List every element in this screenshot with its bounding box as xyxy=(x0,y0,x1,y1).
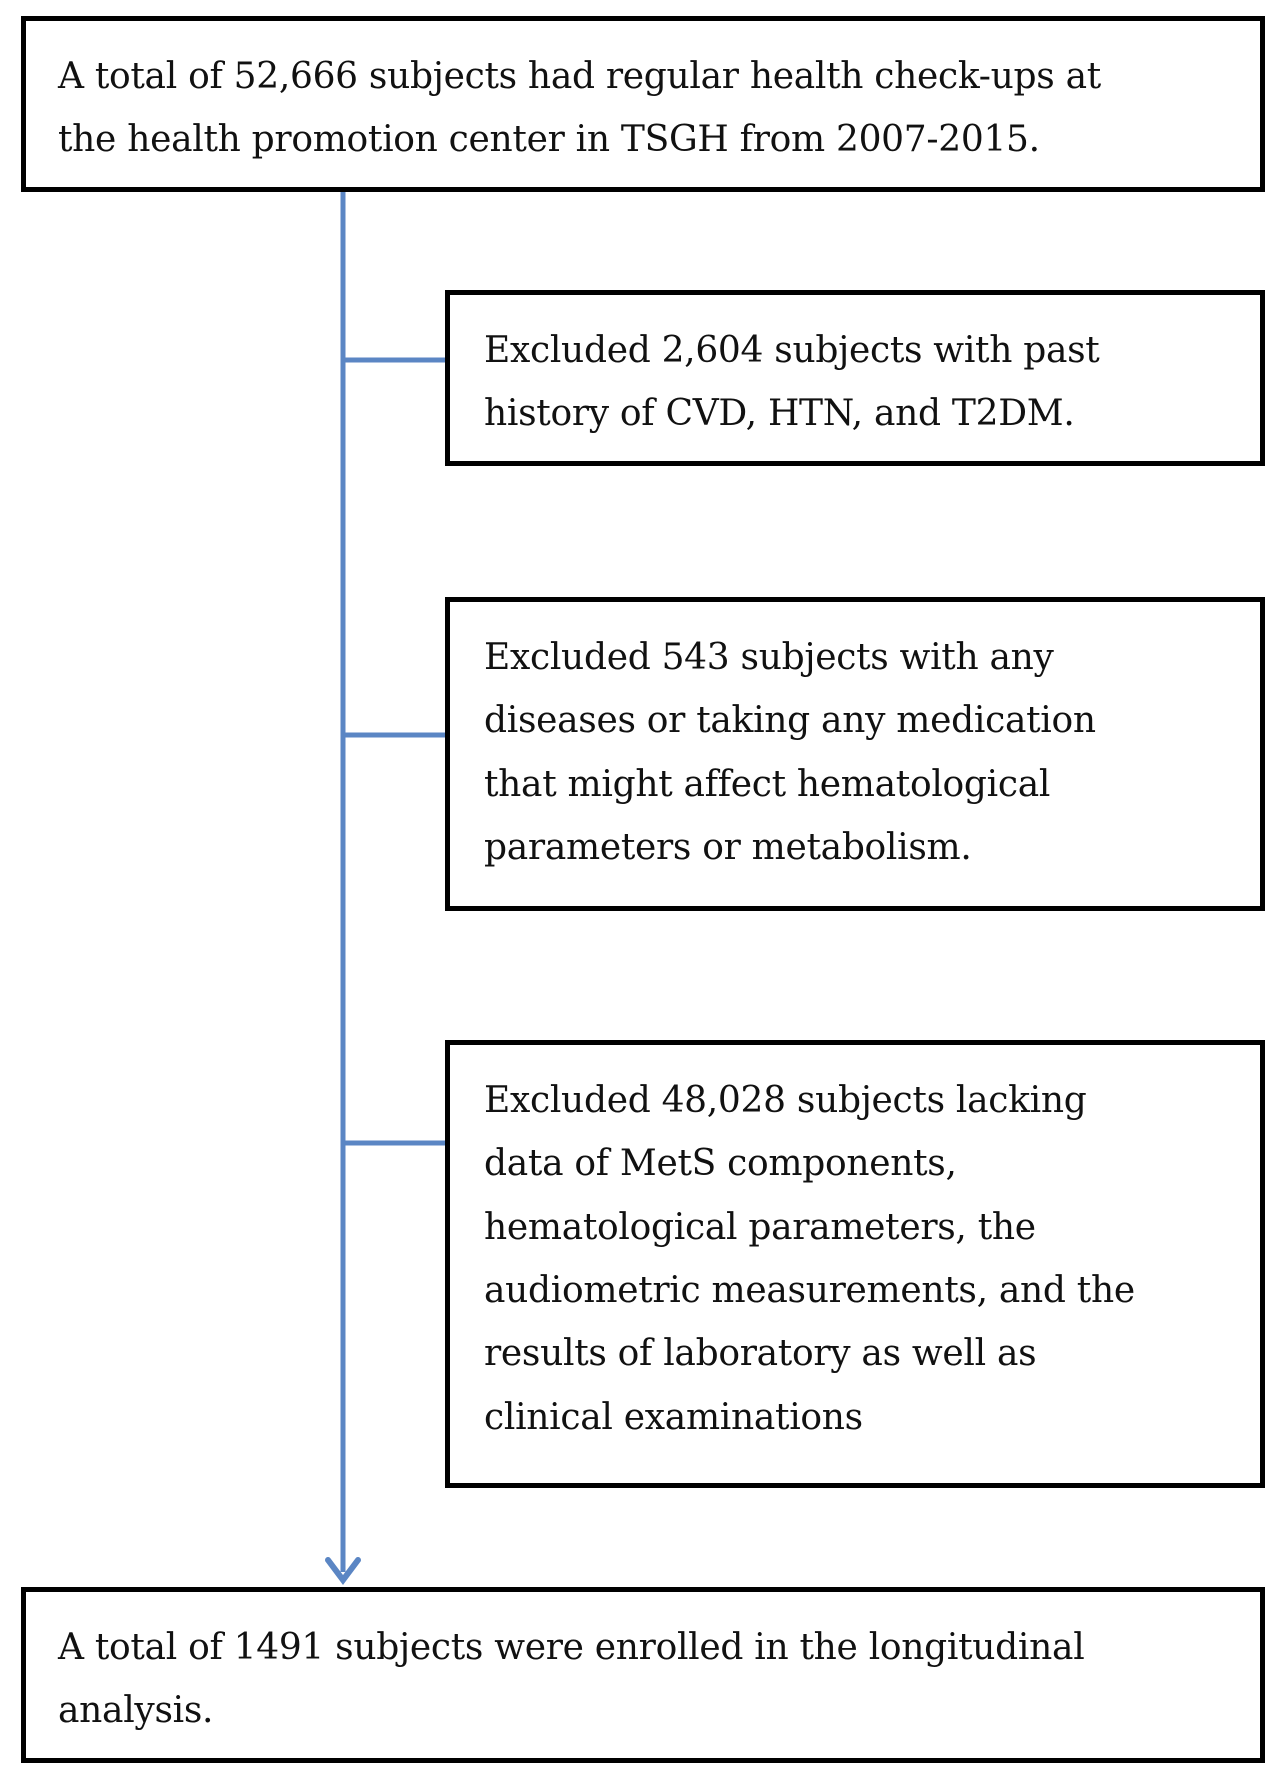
exclusion-text-1: Excluded 2,604 subjects with past history of CVD, HTN, and T2DM. xyxy=(484,330,1100,435)
exclusion-text-2: Excluded 543 subjects with any diseases or taking any medication that might affect hematological parameters or metabolism. xyxy=(484,637,1096,869)
initial-cohort-text: A total of 52,666 subjects had regular health check-ups at the health promotion center in TSGH from 2007-2015. xyxy=(58,56,1101,161)
exclusion-box-2 xyxy=(445,597,1265,911)
final-cohort-box xyxy=(21,1587,1265,1763)
final-cohort-text: A total of 1491 subjects were enrolled in the longitudinal analysis. xyxy=(58,1627,1085,1732)
exclusion-box-1 xyxy=(445,290,1265,466)
exclusion-text-3: Excluded 48,028 subjects lacking data of MetS components, hematological parameters, the audiometric measurements, and the results of laboratory as well as clinical examinations xyxy=(484,1080,1135,1438)
exclusion-box-3 xyxy=(445,1040,1265,1488)
initial-cohort-box xyxy=(21,16,1265,192)
